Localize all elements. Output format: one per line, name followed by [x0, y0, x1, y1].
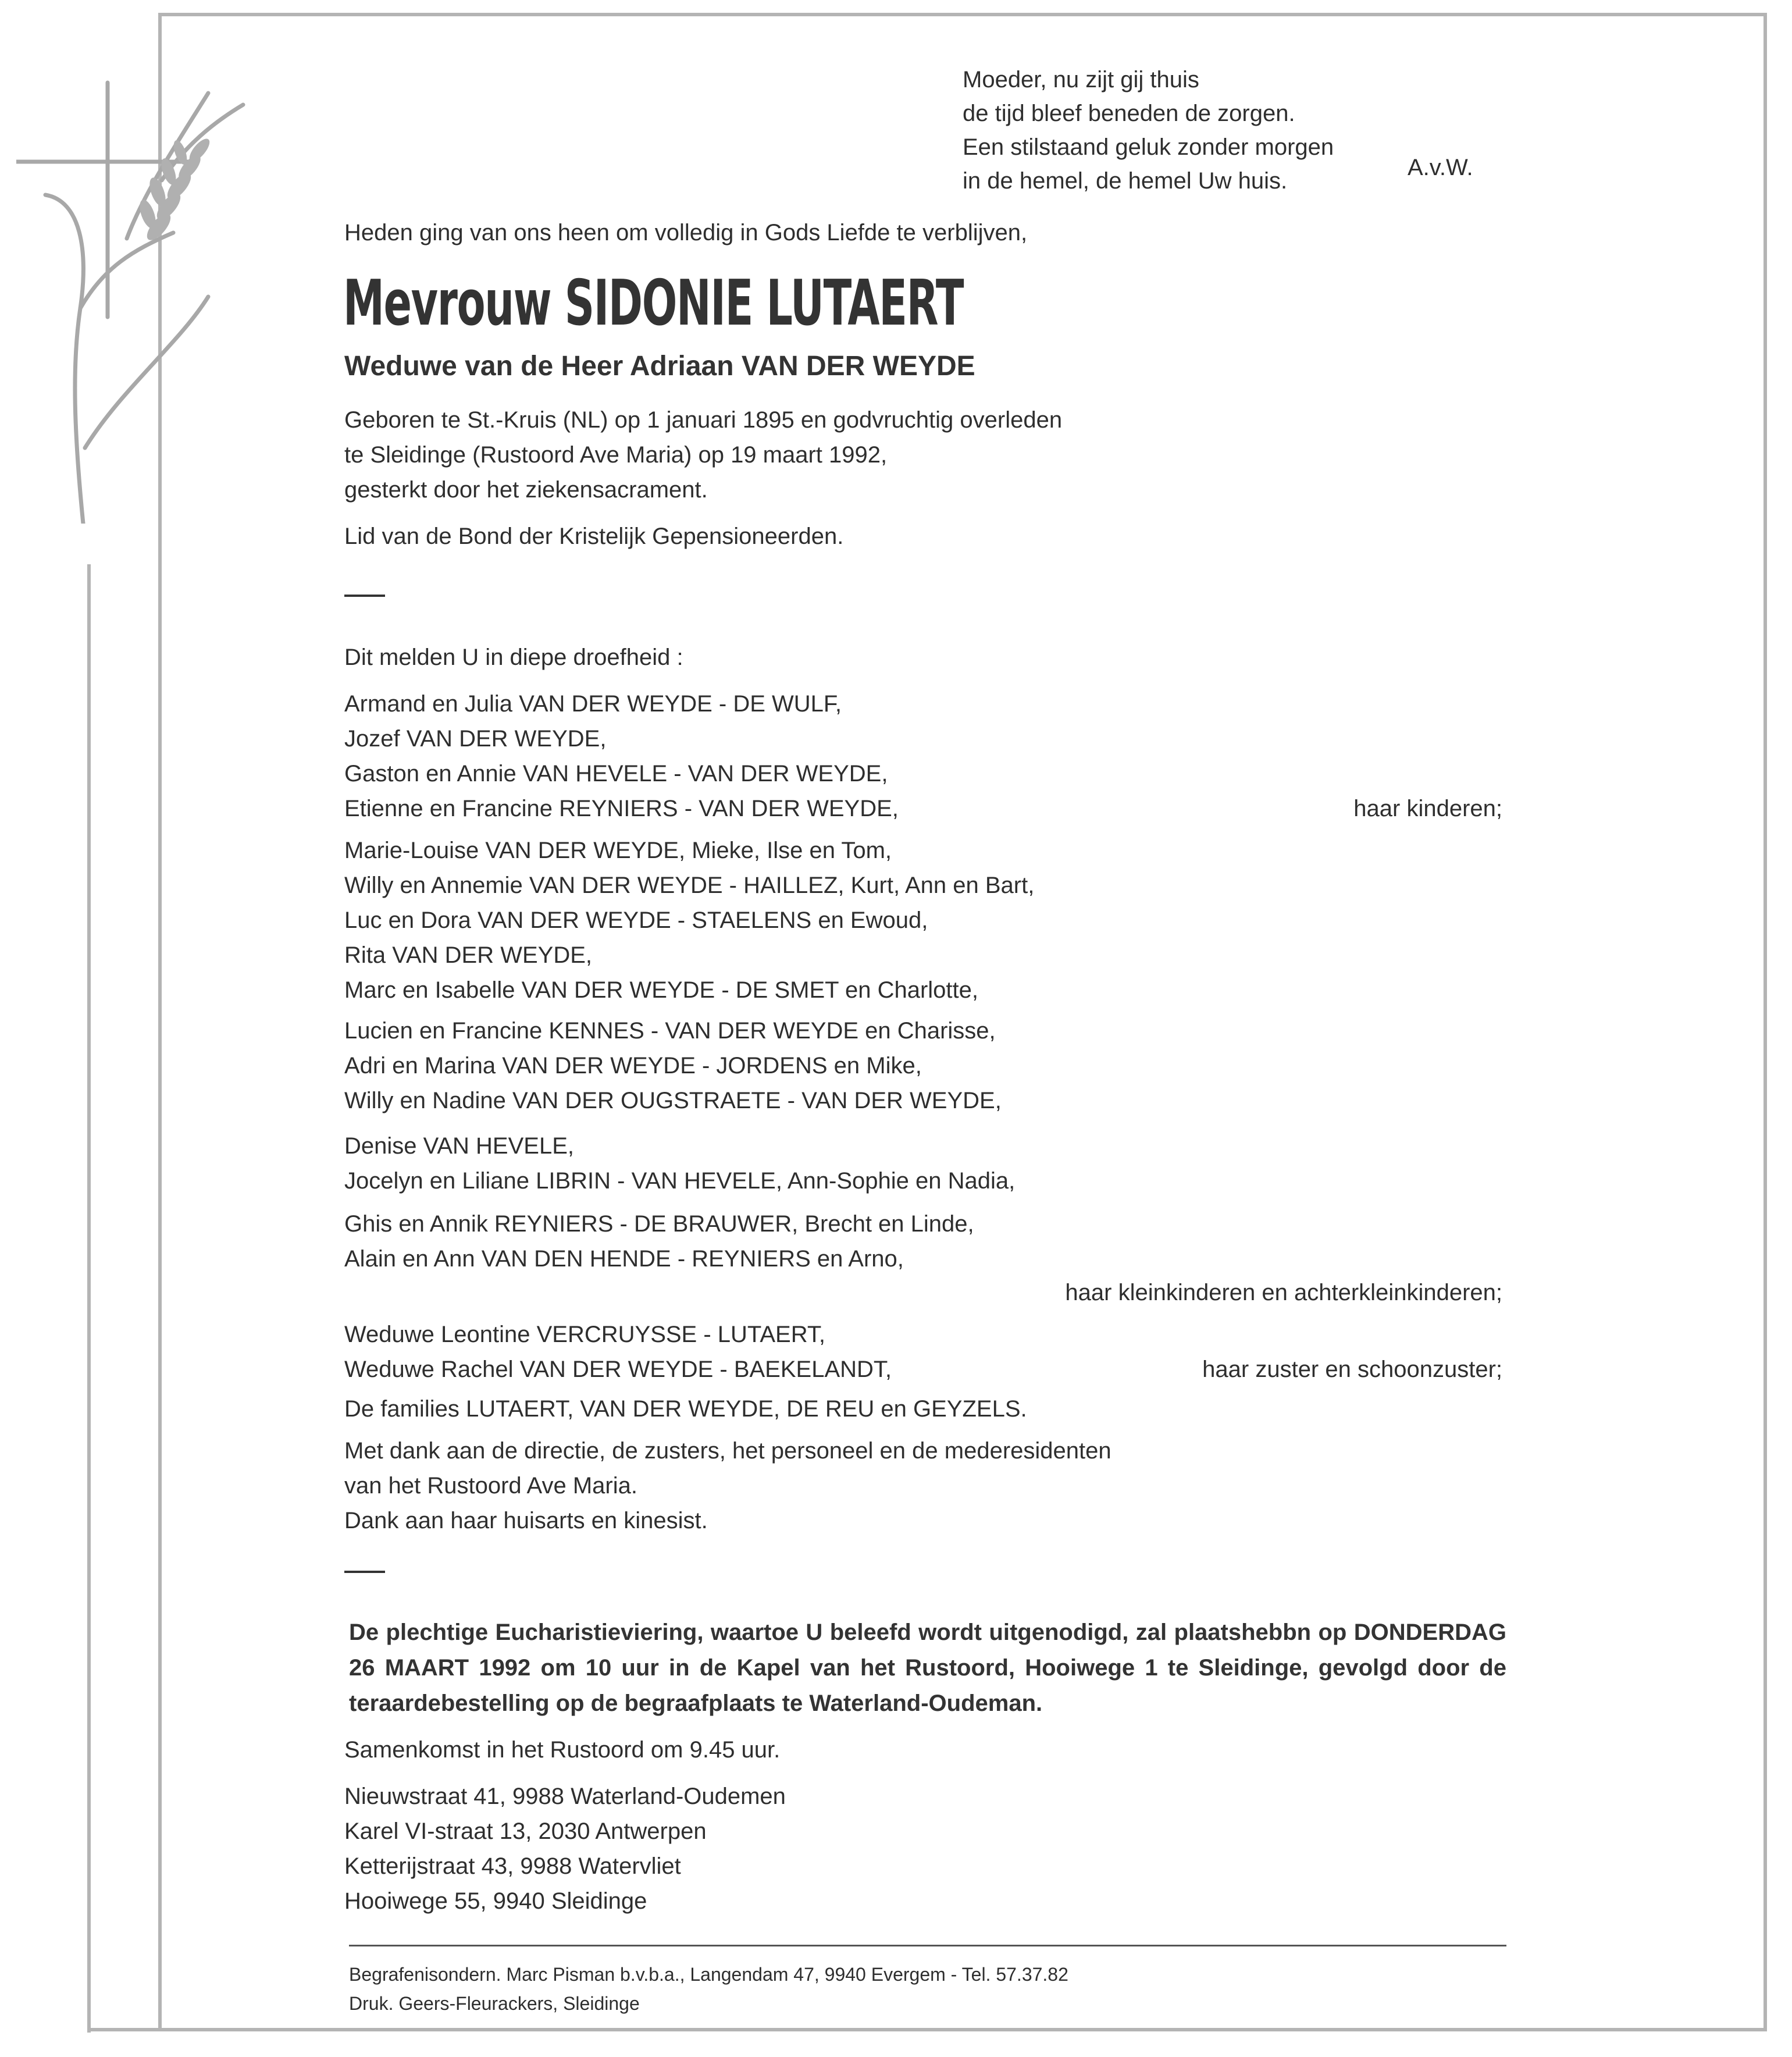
- poem: [963, 63, 1473, 198]
- address-line: Ketterijstraat 43, 9988 Watervliet: [344, 1853, 681, 1879]
- sister-line: Weduwe Leontine VERCRUYSSE - LUTAERT,: [344, 1322, 826, 1347]
- child-line: Armand en Julia VAN DER WEYDE - DE WULF,: [344, 691, 842, 717]
- address-line: Nieuwstraat 41, 9988 Waterland-Oudemen: [344, 1784, 786, 1809]
- grandchild-line: Willy en Nadine VAN DER OUGSTRAETE - VAN DER WEYDE,: [344, 1088, 1002, 1113]
- grandchild-line: Denise VAN HEVELE,: [344, 1133, 574, 1159]
- separator-dash: [344, 1571, 385, 1573]
- funeral-notice: De plechtige Eucharistieviering, waartoe U beleefd wordt uitgenodigd, zal plaatshebbn op DONDERDAG 26 MAART 1992 om 10 uur in de Kapel van het Rustoord, Hooiwege 1 te Sleidinge, gevolgd door de teraardebestelling op de begraafplaats te Waterland-Oudeman.: [349, 1620, 1506, 1716]
- poem-line: de tijd bleef beneden de zorgen.: [963, 101, 1295, 126]
- birth-line: Geboren te St.-Kruis (NL) op 1 januari 1895 en godvruchtig overleden: [344, 407, 1063, 433]
- grandchild-line: Luc en Dora VAN DER WEYDE - STAELENS en Ewoud,: [344, 908, 928, 933]
- sister-line: Weduwe Rachel VAN DER WEYDE - BAEKELANDT,: [344, 1357, 892, 1382]
- grandchild-line: Jocelyn en Liliane LIBRIN - VAN HEVELE, Ann-Sophie en Nadia,: [344, 1168, 1016, 1194]
- grandchild-line: Adri en Marina VAN DER WEYDE - JORDENS en Mike,: [344, 1053, 922, 1079]
- address-line: Hooiwege 55, 9940 Sleidinge: [344, 1888, 647, 1914]
- child-line: Jozef VAN DER WEYDE,: [344, 726, 607, 752]
- thanks-line: Dank aan haar huisarts en kinesist.: [344, 1508, 708, 1533]
- poem-author: A.v.W.: [1408, 155, 1473, 180]
- footer-rule: [349, 1945, 1506, 1946]
- families-line: De families LUTAERT, VAN DER WEYDE, DE REU en GEYZELS.: [344, 1396, 1027, 1422]
- birth-line: te Sleidinge (Rustoord Ave Maria) op 19 maart 1992,: [344, 442, 888, 468]
- address-line: Karel VI-straat 13, 2030 Antwerpen: [344, 1818, 707, 1844]
- frame-left-line: [87, 564, 91, 2033]
- thanks-line: van het Rustoord Ave Maria.: [344, 1473, 637, 1499]
- thanks-line: Met dank aan de directie, de zusters, het personeel en de mederesidenten: [344, 1438, 1111, 1464]
- footer-line: Begrafenisondern. Marc Pisman b.v.b.a., Langendam 47, 9940 Evergem - Tel. 57.37.82: [349, 1964, 1068, 1985]
- gathering-text: Samenkomst in het Rustoord om 9.45 uur.: [344, 1737, 781, 1763]
- poem-line: in de hemel, de hemel Uw huis.: [963, 168, 1288, 194]
- widow-of: Weduwe van de Heer Adriaan VAN DER WEYDE: [344, 351, 975, 382]
- grandchild-line: Lucien en Francine KENNES - VAN DER WEYDE en Charisse,: [344, 1018, 996, 1044]
- grandchild-line: Willy en Annemie VAN DER WEYDE - HAILLEZ, Kurt, Ann en Bart,: [344, 873, 1035, 898]
- birth-line: gesterkt door het ziekensacrament.: [344, 477, 708, 503]
- grandchild-line: Marc en Isabelle VAN DER WEYDE - DE SMET en Charlotte,: [344, 977, 978, 1003]
- footer-line: Druk. Geers-Fleurackers, Sleidinge: [349, 1993, 640, 2014]
- grandchild-line: Ghis en Annik REYNIERS - DE BRAUWER, Brecht en Linde,: [344, 1211, 974, 1237]
- sisters-label: haar zuster en schoonzuster;: [1202, 1357, 1502, 1382]
- poem-line: Moeder, nu zijt gij thuis: [963, 67, 1199, 92]
- child-line: Gaston en Annie VAN HEVELE - VAN DER WEYDE,: [344, 761, 888, 787]
- intro-text: Heden ging van ons heen om volledig in Gods Liefde te verblijven,: [344, 220, 1028, 245]
- child-line: Etienne en Francine REYNIERS - VAN DER WEYDE,: [344, 796, 899, 821]
- grandchild-line: Rita VAN DER WEYDE,: [344, 942, 592, 968]
- separator-dash: [344, 595, 385, 597]
- children-label: haar kinderen;: [1353, 796, 1502, 821]
- cross-with-wheat-icon: [16, 76, 278, 524]
- grandchildren-label: haar kleinkinderen en achterkleinkinderen;: [1065, 1280, 1502, 1305]
- poem-line: Een stilstaand geluk zonder morgen: [963, 134, 1334, 160]
- membership: Lid van de Bond der Kristelijk Gepensioneerden.: [344, 524, 844, 549]
- grandchild-line: Marie-Louise VAN DER WEYDE, Mieke, Ilse en Tom,: [344, 838, 892, 863]
- frame-bottom-left-line: [87, 2028, 162, 2031]
- grandchild-line: Alain en Ann VAN DEN HENDE - REYNIERS en Arno,: [344, 1246, 904, 1272]
- deceased-name: Mevrouw SIDONIE LUTAERT: [343, 267, 964, 340]
- announce-text: Dit melden U in diepe droefheid :: [344, 645, 683, 670]
